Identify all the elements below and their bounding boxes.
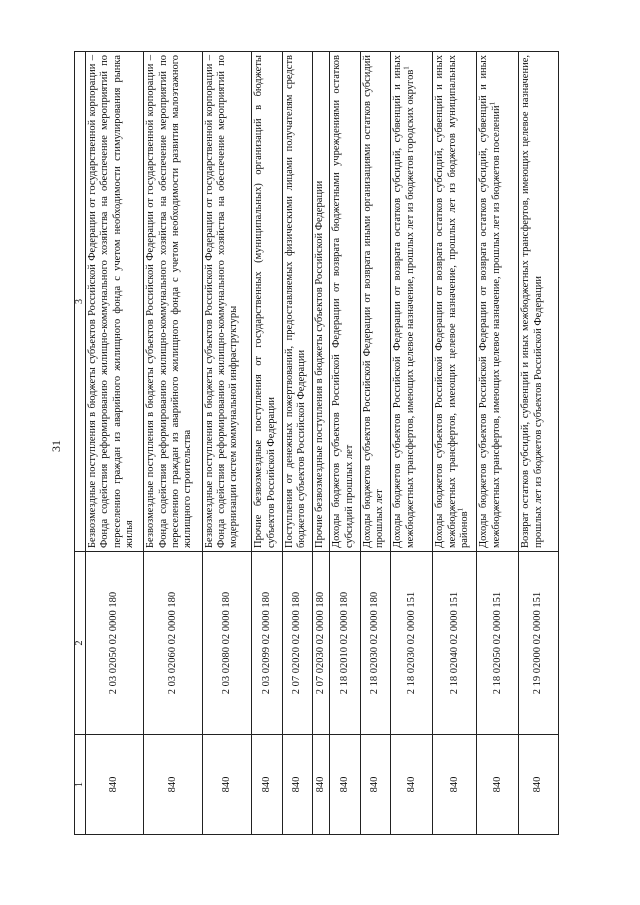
admin-code-cell: 840 — [477, 735, 519, 835]
budget-code-cell: 2 03 02050 02 0000 180 — [86, 552, 144, 735]
budget-code-cell: 2 07 02020 02 0000 180 — [282, 552, 313, 735]
budget-code-cell: 2 18 02040 02 0000 151 — [433, 552, 477, 735]
revenue-name-text: Прочие безвозмездные поступления в бюджеты субъектов Российской Федерации — [314, 180, 326, 548]
table-row — [477, 52, 519, 835]
admin-code-cell: 840 — [86, 735, 144, 835]
header-col-2: 2 — [75, 552, 86, 735]
budget-code-cell: 2 03 02080 02 0000 180 — [202, 552, 252, 735]
budget-code-cell: 2 19 02000 02 0000 151 — [519, 552, 559, 735]
table-row — [144, 52, 202, 835]
admin-code-cell: 840 — [202, 735, 252, 835]
revenue-name-text: Доходы бюджетов субъектов Российской Федерации от возврата остатков субсидий, субвенций и иных межбюджетных трансфертов, имеющих целевое назначение, прошлых лет из бюджетов муниципальных районов — [434, 55, 470, 548]
page-number: 31 — [49, 440, 63, 452]
revenue-name-text: Безвозмездные поступления в бюджеты субъектов Российской Федерации от государственной корпорации – Фонда содействия реформированию жилищно-коммунального хозяйства на обеспечение мероприятий по переселению граждан из аварийного жилищного фонда с учетом необходимости стимулирования рынка жилья — [87, 55, 136, 548]
admin-code-cell: 840 — [519, 735, 559, 835]
budget-code-cell: 2 07 02030 02 0000 180 — [313, 552, 330, 735]
revenue-name-cell — [360, 52, 391, 552]
revenue-name-cell — [477, 52, 519, 552]
revenue-name-cell — [86, 52, 144, 552]
revenue-name-text: Доходы бюджетов субъектов Российской Федерации от возврата остатков субсидий, субвенций и иных межбюджетных трансфертов, имеющих целевое назначение, прошлых лет из бюджетов поселений — [478, 55, 502, 548]
table-row — [433, 52, 477, 835]
revenue-name-text: Доходы бюджетов субъектов Российской Федерации от возврата остатков субсидий, субвенций и иных межбюджетных трансфертов, имеющих целевое назначение, прошлых лет из бюджетов городских округов — [392, 55, 416, 548]
header-col-3: 3 — [75, 52, 86, 552]
budget-code-cell: 2 18 02010 02 0000 180 — [330, 552, 361, 735]
revenue-name-text: Доходы бюджетов субъектов Российской Федерации от возврата бюджетными учреждениями остатков субсидий прошлых лет — [331, 55, 355, 548]
revenue-name-cell — [144, 52, 202, 552]
admin-code-cell: 840 — [330, 735, 361, 835]
table-header-row — [75, 52, 86, 835]
rotated-table-container — [74, 52, 559, 835]
admin-code-cell: 840 — [360, 735, 391, 835]
footnote-marker: 1 — [402, 66, 411, 70]
revenue-name-cell — [202, 52, 252, 552]
table-row — [252, 52, 283, 835]
revenue-name-cell — [519, 52, 559, 552]
revenue-name-text: Безвозмездные поступления в бюджеты субъектов Российской Федерации от государственной корпорации – Фонда содействия реформированию жилищно-коммунального хозяйства на обеспечение мероприятий по переселению граждан из аварийного жилищного фонда с учетом необходимости развития малоэтажного жилищного строительства — [145, 55, 194, 548]
admin-code-cell: 840 — [313, 735, 330, 835]
revenue-name-text: Безвозмездные поступления в бюджеты субъектов Российской Федерации от государственной корпорации – Фонда содействия реформированию жилищно-коммунального хозяйства на обеспечение мероприятий по модернизации систем коммунальной инфраструктуры — [203, 55, 240, 548]
footnote-marker: 1 — [488, 101, 497, 106]
revenue-name-cell — [313, 52, 330, 552]
budget-code-cell: 2 03 02099 02 0000 180 — [252, 552, 283, 735]
table-row — [330, 52, 361, 835]
budget-code-cell: 2 18 02050 02 0000 151 — [477, 552, 519, 735]
footnote-marker: 1 — [456, 507, 465, 512]
budget-code-cell: 2 18 02030 02 0000 180 — [360, 552, 391, 735]
table-row — [391, 52, 433, 835]
table-row — [282, 52, 313, 835]
admin-code-cell: 840 — [252, 735, 283, 835]
header-col-1: 1 — [75, 735, 86, 835]
budget-code-cell: 2 03 02060 02 0000 180 — [144, 552, 202, 735]
revenue-name-text: Прочие безвозмездные поступления от государственных (муниципальных) организаций в бюджеты субъектов Российской Федерации — [253, 55, 277, 548]
revenue-name-cell — [252, 52, 283, 552]
table-row — [86, 52, 144, 835]
revenue-name-cell — [433, 52, 477, 552]
admin-code-cell: 840 — [391, 735, 433, 835]
table-row — [313, 52, 330, 835]
admin-code-cell: 840 — [144, 735, 202, 835]
revenue-name-text: Возврат остатков субсидий, субвенций и иных межбюджетных трансфертов, имеющих целевое назначение, прошлых лет из бюджетов субъектов Российской Федерации — [520, 55, 544, 548]
table-row — [360, 52, 391, 835]
revenue-name-text: Доходы бюджетов субъектов Российской Федерации от возврата иными организациями остатков субсидий прошлых лет — [361, 55, 386, 548]
revenue-codes-table — [74, 51, 559, 835]
revenue-name-text: Поступления от денежных пожертвований, предоставляемых физическими лицами получателям средств бюджетов субъектов Российской Федерации — [283, 55, 308, 548]
revenue-name-cell — [282, 52, 313, 552]
revenue-name-cell — [391, 52, 433, 552]
revenue-name-cell — [330, 52, 361, 552]
admin-code-cell: 840 — [282, 735, 313, 835]
budget-code-cell: 2 18 02030 02 0000 151 — [391, 552, 433, 735]
table-row — [202, 52, 252, 835]
table-row — [519, 52, 559, 835]
admin-code-cell: 840 — [433, 735, 477, 835]
